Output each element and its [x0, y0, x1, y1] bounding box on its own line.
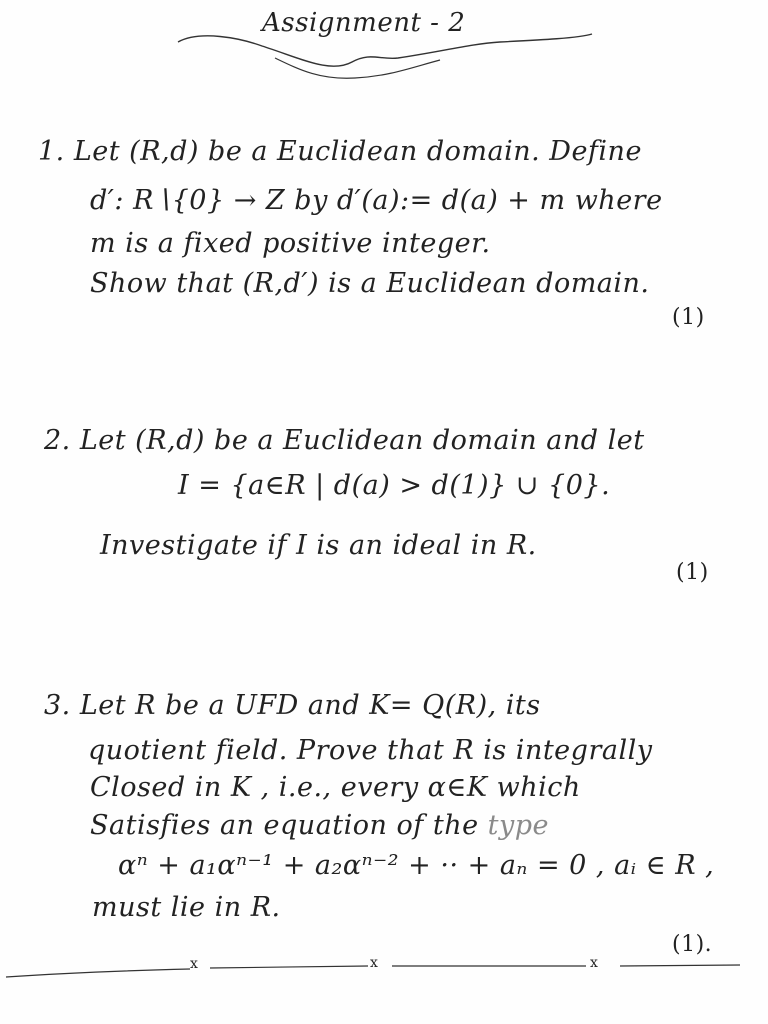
q3-line-2: quotient field. Prove that R is integrally: [88, 735, 653, 766]
q3-line-6: must lie in R.: [92, 892, 281, 923]
q1-line-1: 1. Let (R,d) be a Euclidean domain. Define: [38, 136, 642, 167]
q2-line-2: I = {a∈R | d(a) > d(1)} ∪ {0}.: [178, 470, 611, 501]
q1-line-2: d′: R∖{0} → Z by d′(a):= d(a) + m where: [90, 185, 663, 216]
q3-line-4-text: Satisfies an equation of the: [90, 810, 479, 841]
q3-line-4: [90, 810, 549, 841]
footer-cross-2: x: [370, 955, 379, 971]
q3-marks: (1).: [672, 932, 713, 957]
q1-marks: (1): [672, 305, 705, 330]
footer-cross-3: x: [590, 955, 599, 971]
q1-line-4: Show that (R,d′) is a Euclidean domain.: [90, 268, 650, 299]
q3-line-3: Closed in K , i.e., every α∈K which: [90, 772, 581, 803]
footer-cross-1: x: [190, 956, 199, 972]
q3-equation: αⁿ + a₁αⁿ⁻¹ + a₂αⁿ⁻² + ·· + aₙ = 0 , aᵢ ∈ R ,: [118, 850, 715, 881]
q2-line-1: 2. Let (R,d) be a Euclidean domain and let: [44, 425, 645, 456]
q1-line-3: m is a fixed positive integer.: [90, 228, 491, 259]
q3-line-1: 3. Let R be a UFD and K= Q(R), its: [44, 690, 541, 721]
q3-faint-word: type: [487, 810, 550, 841]
page-title: Assignment - 2: [262, 8, 466, 38]
q2-line-3: Investigate if I is an ideal in R.: [100, 530, 537, 561]
q2-marks: (1): [676, 560, 709, 585]
